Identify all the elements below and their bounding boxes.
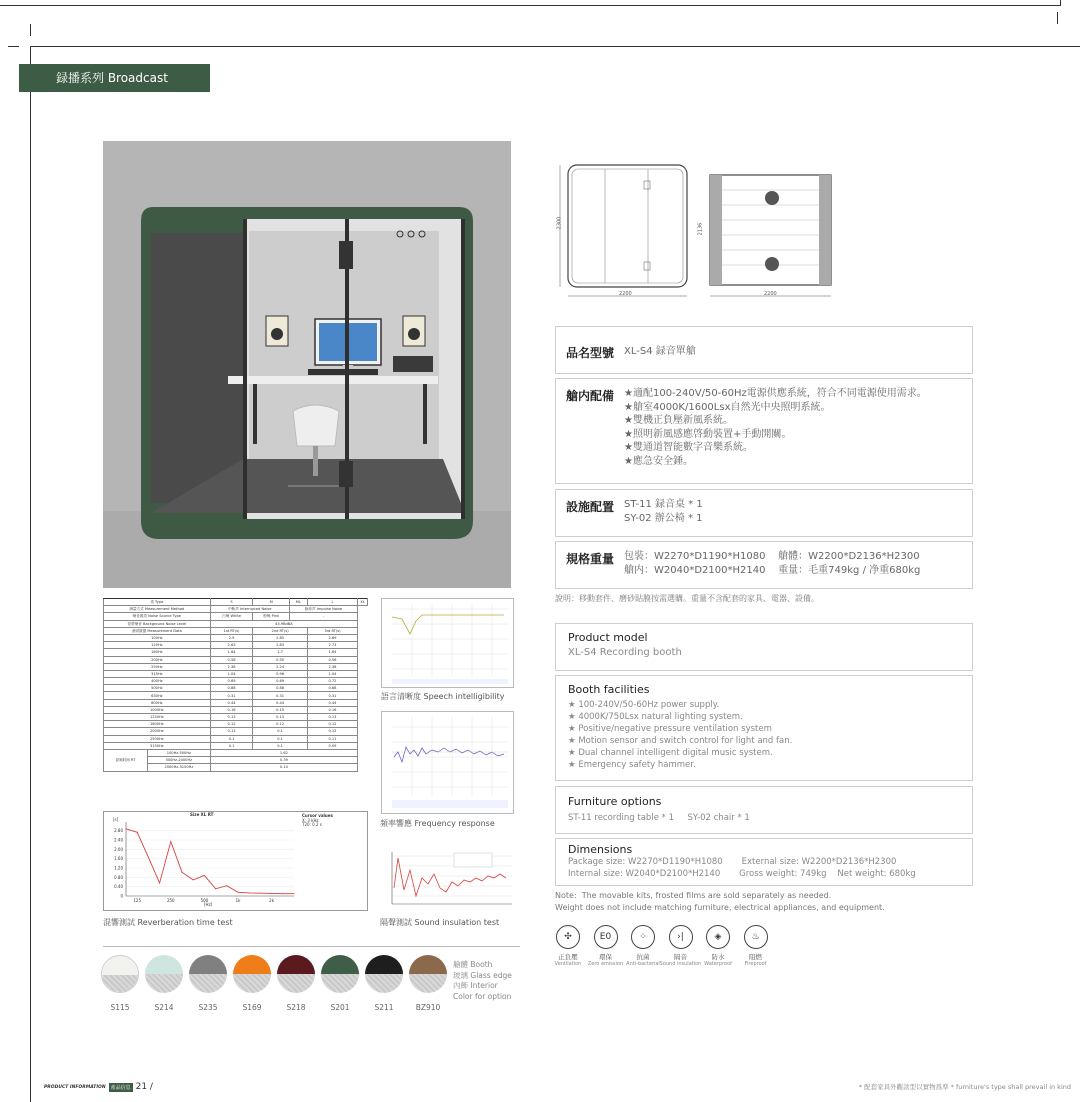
table-cell: 2.89 (307, 634, 357, 641)
rt-xunit: [Hz] (204, 902, 213, 907)
table-row (104, 721, 368, 728)
table-cell: 0.55 (253, 656, 307, 663)
table-cell: 0.44 (253, 699, 307, 706)
rt-xtick-label: 500 (200, 898, 209, 903)
table-cell: 0.31 (210, 692, 253, 699)
table-head-cell: 类 Type (104, 599, 211, 606)
swatch-booth-color (145, 955, 183, 974)
swatch-booth-color (189, 955, 227, 974)
color-swatch-s211[interactable] (365, 955, 403, 993)
table-cell: 0.1 (253, 742, 307, 749)
cn-model-value: XL-S4 録音單艙 (624, 346, 696, 357)
table-cell: 0.88 (307, 685, 357, 692)
en-model-value: XL-S4 Recording booth (568, 647, 682, 658)
swatch-code-label: S115 (110, 1003, 130, 1012)
series-tag-bar (207, 64, 210, 92)
width-dim-label-left: 2200 (619, 291, 632, 297)
en-furniture-value: ST-11 recording table * 1 SY-02 chair * 1 (568, 813, 750, 823)
feature-label-cn: 隔音 (674, 953, 687, 961)
table-cell: 0.11 (210, 728, 253, 735)
page-number: 21 / (135, 1082, 153, 1092)
rt-ytick-label: 0.80 (114, 874, 123, 880)
table-cell: 1.7 (253, 649, 307, 656)
swatch-code-label: S169 (242, 1003, 262, 1012)
table-cell: 800Hz (104, 699, 211, 706)
table-cell: 1000Hz (104, 706, 211, 713)
table-cell: 0.13 (210, 714, 253, 721)
insulation-caption: 隔聲測試 Sound insulation test (380, 918, 500, 927)
table-head-cell: XL (358, 599, 368, 606)
table-cell: 1.04 (210, 670, 253, 677)
table-cell: 0.44 (210, 699, 253, 706)
swatch-booth-color (277, 955, 315, 974)
table-cell: 2.73 (307, 642, 357, 649)
swatch-booth-color (233, 955, 271, 974)
table-cell: 白噪 White (210, 613, 253, 620)
feature-label-cn: 正負壓 (558, 953, 578, 961)
width-dim-label-right: 2200 (764, 291, 777, 297)
feature-label-en: Anti-bacterial (626, 961, 660, 967)
table-row (104, 649, 368, 656)
rt-data-point (137, 832, 138, 833)
rt-data-point (271, 893, 272, 894)
rt-data-point (204, 875, 205, 876)
header-rule (30, 46, 1080, 47)
table-row (104, 728, 368, 735)
rt-data-point (282, 893, 283, 894)
rt-xtick-label: 1k (235, 898, 241, 903)
table-cell: 0.88 (210, 685, 253, 692)
reverberation-table (103, 598, 368, 772)
rt-chart-title: Size XL RT (190, 812, 214, 817)
feature-label-en: Ventilation (554, 961, 582, 967)
table-cell: 0.1 (210, 742, 253, 749)
swatch-booth-color (365, 955, 403, 974)
swatch-interior-color (233, 974, 271, 993)
table-row (104, 620, 368, 627)
table-cell: 脉冲声 Impulse Noise (289, 606, 357, 613)
rt-yunit: [s] (113, 817, 119, 822)
cn-furniture-value: ST-11 録音桌 * 1 SY-02 辦公椅 * 1 (624, 499, 703, 524)
swatch-booth-color (102, 956, 139, 975)
table-cell: 400Hz (104, 678, 211, 685)
table-head-cell: M (253, 599, 289, 606)
table-cell: 100Hz (104, 634, 211, 641)
table-cell: - (289, 613, 357, 620)
en-facilities-title: Booth facilities (568, 683, 650, 696)
table-row (104, 692, 368, 699)
table-cell: 43.9BdBA (210, 620, 358, 627)
cursor-y: T20: 0.2 s (302, 822, 322, 827)
en-dimensions-title: Dimensions (568, 843, 633, 856)
table-row (104, 670, 368, 677)
rt-data-point (226, 885, 227, 886)
table-head-cell: L (307, 599, 357, 606)
table-row (104, 749, 368, 756)
swatch-code-label: S201 (330, 1003, 350, 1012)
swatch-interior-color (102, 975, 139, 993)
crop-mark-left-h (8, 46, 19, 47)
table-cell: 2nd RT(s) (253, 627, 307, 634)
table-row (104, 613, 368, 620)
table-cell: 0.98 (253, 670, 307, 677)
footer-product-info: PRODUCT INFORMATION (44, 1084, 106, 1090)
feature-label-en: Zero emission (587, 961, 624, 967)
table-cell: 测试数据 Measurement Data (104, 627, 211, 634)
table-cell: 0.16 (307, 706, 357, 713)
table-cell: 3150Hz (104, 742, 211, 749)
swatch-booth-color (409, 955, 447, 974)
table-row (104, 714, 368, 721)
table-cell: 2.63 (210, 642, 253, 649)
cn-facilities-box (555, 378, 973, 484)
fan-icon: ✣ (556, 925, 580, 949)
table-cell: 测量方式 Measurement Method (104, 606, 211, 613)
color-swatch-s201[interactable] (321, 955, 359, 993)
feature-label-cn: 抗菌 (636, 953, 650, 961)
cn-furniture-label: 設施配置 (566, 500, 615, 514)
table-cell: 0.09 (307, 742, 357, 749)
table-cell: 0.11 (307, 735, 357, 742)
swatch-booth-color (321, 955, 359, 974)
crop-mark-right (1057, 12, 1058, 24)
rt-data-point (126, 828, 127, 829)
feature-label-cn: 防水 (711, 953, 725, 961)
table-cell: 2.24 (253, 663, 307, 670)
inner-height-dim-label: 2136 (697, 222, 704, 236)
cursor-x: X: 3 kHz (302, 818, 319, 823)
feature-label-en: Waterproof (704, 961, 732, 967)
reverb-caption: 混響測試 Reverberation time test (103, 918, 233, 927)
cursor-title: Cursor values (302, 813, 333, 818)
table-cell: 2.83 (253, 642, 307, 649)
table-row (104, 642, 368, 649)
rt-xtick-label: 2k (269, 898, 275, 903)
table-cell: 100Hz-500Hz (148, 749, 211, 756)
color-swatch-s115[interactable] (101, 955, 139, 993)
en-note: Note: The movable kits, frosted films are sold separately as needed. Weight does not include matching furniture, electrical appliances, and equipment. (555, 891, 885, 912)
color-swatch-s218[interactable] (277, 955, 315, 993)
rt-data-point (148, 857, 149, 858)
en-furniture-box (555, 786, 973, 834)
table-head-cell: ML (289, 599, 307, 606)
feature-label-en: Fireproof (744, 961, 767, 967)
table-cell: 0.13 (253, 714, 307, 721)
table-cell: 1st RT(s) (210, 627, 253, 634)
table-cell: 0.39 (210, 757, 358, 764)
rt-ytick-label: 2.40 (114, 837, 123, 843)
table-cell: 200Hz (104, 656, 211, 663)
swatch-interior-color (277, 974, 315, 993)
sound-insulation-icon: ›| (669, 925, 693, 949)
table-cell: 背景噪音 Background Noise Level (104, 620, 211, 627)
table-cell: 125Hz (104, 642, 211, 649)
height-dim-label: 2300 (556, 216, 563, 230)
table-cell: 粉噪 Pink (253, 613, 289, 620)
feature-label-cn: 阻燃 (749, 953, 762, 961)
rt-ytick-label: 1.20 (114, 865, 123, 871)
series-title: 録播系列 Broadcast series (19, 64, 207, 92)
table-cell: 0.15 (253, 706, 307, 713)
speech-caption: 語言清晰度 Speech intelligibility (381, 692, 505, 701)
rt-data-point (193, 879, 194, 880)
table-cell: 2000Hz (104, 728, 211, 735)
table-row (104, 627, 368, 634)
table-row (104, 606, 368, 613)
table-cell: 0.12 (210, 721, 253, 728)
rt-xtick-label: 250 (166, 898, 175, 903)
table-cell: 2.38 (307, 663, 357, 670)
en-dimensions-value: Package size: W2270*D1190*H1080 External size: W2200*D2136*H2300 Internal size: W2040*D2100*H2140 Gross weight: 749kg Net weight: 680kg (568, 857, 916, 879)
en-facilities-value: ★ 100-240V/50-60Hz power supply. ★ 4000K/750Lsx natural lighting system. ★ Positive/negative pressure ventilation system ★ Motion sensor and switch control for light and fan. ★ Dual channel intelligent digital music system. ★ Emergency safety hammer. (568, 700, 793, 770)
table-cell: 160Hz (104, 649, 211, 656)
table-cell: 0.56 (307, 656, 357, 663)
en-model-box (555, 623, 973, 671)
table-cell: 0.31 (307, 692, 357, 699)
table-cell: 1.62 (210, 749, 358, 756)
table-row (104, 656, 368, 663)
color-swatch-bz910[interactable] (409, 955, 447, 993)
cn-dimensions-value: 包裝：W2270*D1190*H1080 艙體：W2200*D2136*H2300 艙内：W2040*D2100*H2140 重量：毛重749kg / 净重680kg (624, 551, 921, 576)
left-rule (30, 46, 31, 1102)
table-cell: 1250Hz (104, 714, 211, 721)
swatch-code-label: S211 (374, 1003, 394, 1012)
footer-disclaimer: * 配套家具外觀款型以實物爲準 * furniture's type shall prevail in kind (858, 1083, 1071, 1091)
color-swatch-s169[interactable] (233, 955, 271, 993)
table-cell: 0.1 (253, 728, 307, 735)
table-cell: 0.16 (210, 706, 253, 713)
rt-data-point (238, 892, 239, 893)
cn-dimensions-label: 規格重量 (566, 552, 615, 566)
cn-note: 說明：移動套件、磨砂貼膜按需選購。重量不含配套的家具、電器、設備。 (555, 594, 819, 603)
front-elevation-drawing (555, 160, 695, 300)
color-swatch-s235[interactable] (189, 955, 227, 993)
cn-model-box (555, 326, 973, 374)
table-row (104, 742, 368, 749)
table-head-cell: S (210, 599, 253, 606)
rt-xtick-label: 125 (133, 898, 142, 903)
table-cell: 0.13 (307, 714, 357, 721)
footer-left (44, 1082, 153, 1092)
table-cell: 2500Hz (104, 735, 211, 742)
table-cell: 0.10 (210, 764, 358, 771)
speech-intelligibility-graph (381, 598, 514, 688)
color-swatch-s214[interactable] (145, 955, 183, 993)
table-row (104, 663, 368, 670)
table-cell: 0.31 (253, 692, 307, 699)
top-border-line (0, 5, 1060, 6)
cn-model-label: 品名型號 (566, 346, 615, 360)
footer-badge: 產品信息 (110, 1084, 131, 1091)
table-cell: 1.64 (210, 649, 253, 656)
top-view-drawing (697, 160, 840, 300)
swatch-code-label: BZ910 (415, 1003, 441, 1012)
rt-ytick-label: 1.60 (114, 856, 123, 862)
rt-data-point (159, 882, 160, 883)
en-model-title: Product model (568, 631, 648, 644)
swatch-interior-color (189, 974, 227, 993)
en-dimensions-box (555, 838, 973, 886)
fireproof-icon: ♨ (744, 925, 768, 949)
table-row (104, 699, 368, 706)
swatch-code-label: S218 (286, 1003, 306, 1012)
swatch-divider (103, 946, 520, 947)
table-cell: 250Hz (104, 663, 211, 670)
table-cell: 0.58 (210, 656, 253, 663)
table-cell: 0.1 (210, 735, 253, 742)
table-cell: 2.9 (210, 634, 253, 641)
table-cell: 0.12 (307, 721, 357, 728)
swatch-interior-color (321, 974, 359, 993)
table-cell: 0.12 (253, 721, 307, 728)
rt-data-point (215, 888, 216, 889)
table-cell: 0.1 (253, 735, 307, 742)
antibacterial-icon: ⁘ (631, 925, 655, 949)
rt-series-line (126, 829, 294, 894)
feature-label-cn: 環保 (599, 953, 612, 961)
rt-data-point (294, 893, 295, 894)
table-cell: 0.69 (210, 678, 253, 685)
frequency-caption: 頻率響應 Frequency response (380, 819, 495, 828)
table-cell: 0.88 (253, 685, 307, 692)
table-cell: 0.12 (307, 728, 357, 735)
table-cell: 500Hz (104, 685, 211, 692)
crop-mark-left (30, 24, 31, 36)
table-row (104, 634, 368, 641)
table-cell: 2.38 (210, 663, 253, 670)
en-facilities-box (555, 675, 973, 781)
swatch-interior-color (365, 974, 403, 993)
feature-label-en: Sound insulation (659, 961, 702, 967)
cn-furniture-box (555, 489, 973, 537)
frequency-response-graph (381, 711, 514, 814)
rt-data-point (260, 893, 261, 894)
waterproof-icon: ◈ (706, 925, 730, 949)
swatch-interior-color (145, 974, 183, 993)
table-cell: 1.04 (307, 670, 357, 677)
table-cell: 0.69 (253, 678, 307, 685)
table-cell: 1.64 (307, 649, 357, 656)
table-cell: 2000Hz-3150Hz (148, 764, 211, 771)
table-cell: 1600Hz (104, 721, 211, 728)
rt-data-point (249, 892, 250, 893)
top-border-corner (1060, 0, 1061, 6)
rt-ytick-label: 0.40 (114, 884, 123, 890)
cn-facilities-label: 艙内配備 (566, 389, 615, 403)
rt-ytick-label: 2.00 (114, 846, 123, 852)
table-row (104, 678, 368, 685)
table-row (104, 706, 368, 713)
swatch-legend: 艙體 Booth 玻璃 Glass edge 內飾 Interior Color for option (453, 960, 512, 1001)
table-cell: 2.85 (253, 634, 307, 641)
table-row (104, 685, 368, 692)
cn-dimensions-box (555, 541, 973, 589)
table-row (104, 735, 368, 742)
table-cell: 混响时间 RT (104, 749, 148, 771)
table-cell: 630Hz (104, 692, 211, 699)
swatch-interior-color (409, 974, 447, 993)
table-cell: 中断声 Interrupted Noise (210, 606, 289, 613)
swatch-code-label: S235 (198, 1003, 218, 1012)
table-cell: 0.44 (307, 699, 357, 706)
table-cell: 500Hz-2000Hz (148, 757, 211, 764)
rt-ytick-label: 2.80 (114, 828, 123, 834)
cn-facilities-value: ★適配100-240V/50-60Hz電源供應系統，符合不同電源使用需求。 ★艙室4000K/1600Lsx自然光中央照明系統。 ★雙機正負壓新風系統。 ★照明新風感應啓動裝置+手動開關。 ★雙通道智能數字音樂系統。 ★應急安全錘。 (624, 388, 927, 467)
table-cell: 噪音源类 Noise Source Type (104, 613, 211, 620)
rt-chart (103, 811, 368, 911)
table-cell: 3rd RT(s) (307, 627, 357, 634)
en-furniture-title: Furniture options (568, 795, 662, 808)
rt-data-point (182, 872, 183, 873)
rt-ytick-label: 0 (120, 893, 123, 899)
table-cell: 0.72 (307, 678, 357, 685)
e0-icon: E0 (594, 925, 618, 949)
table-cell: 315Hz (104, 670, 211, 677)
table-row (104, 599, 368, 606)
swatch-code-label: S214 (154, 1003, 174, 1012)
rt-data-point (170, 841, 171, 842)
product-photo (103, 141, 511, 588)
sound-insulation-graph (381, 847, 514, 911)
